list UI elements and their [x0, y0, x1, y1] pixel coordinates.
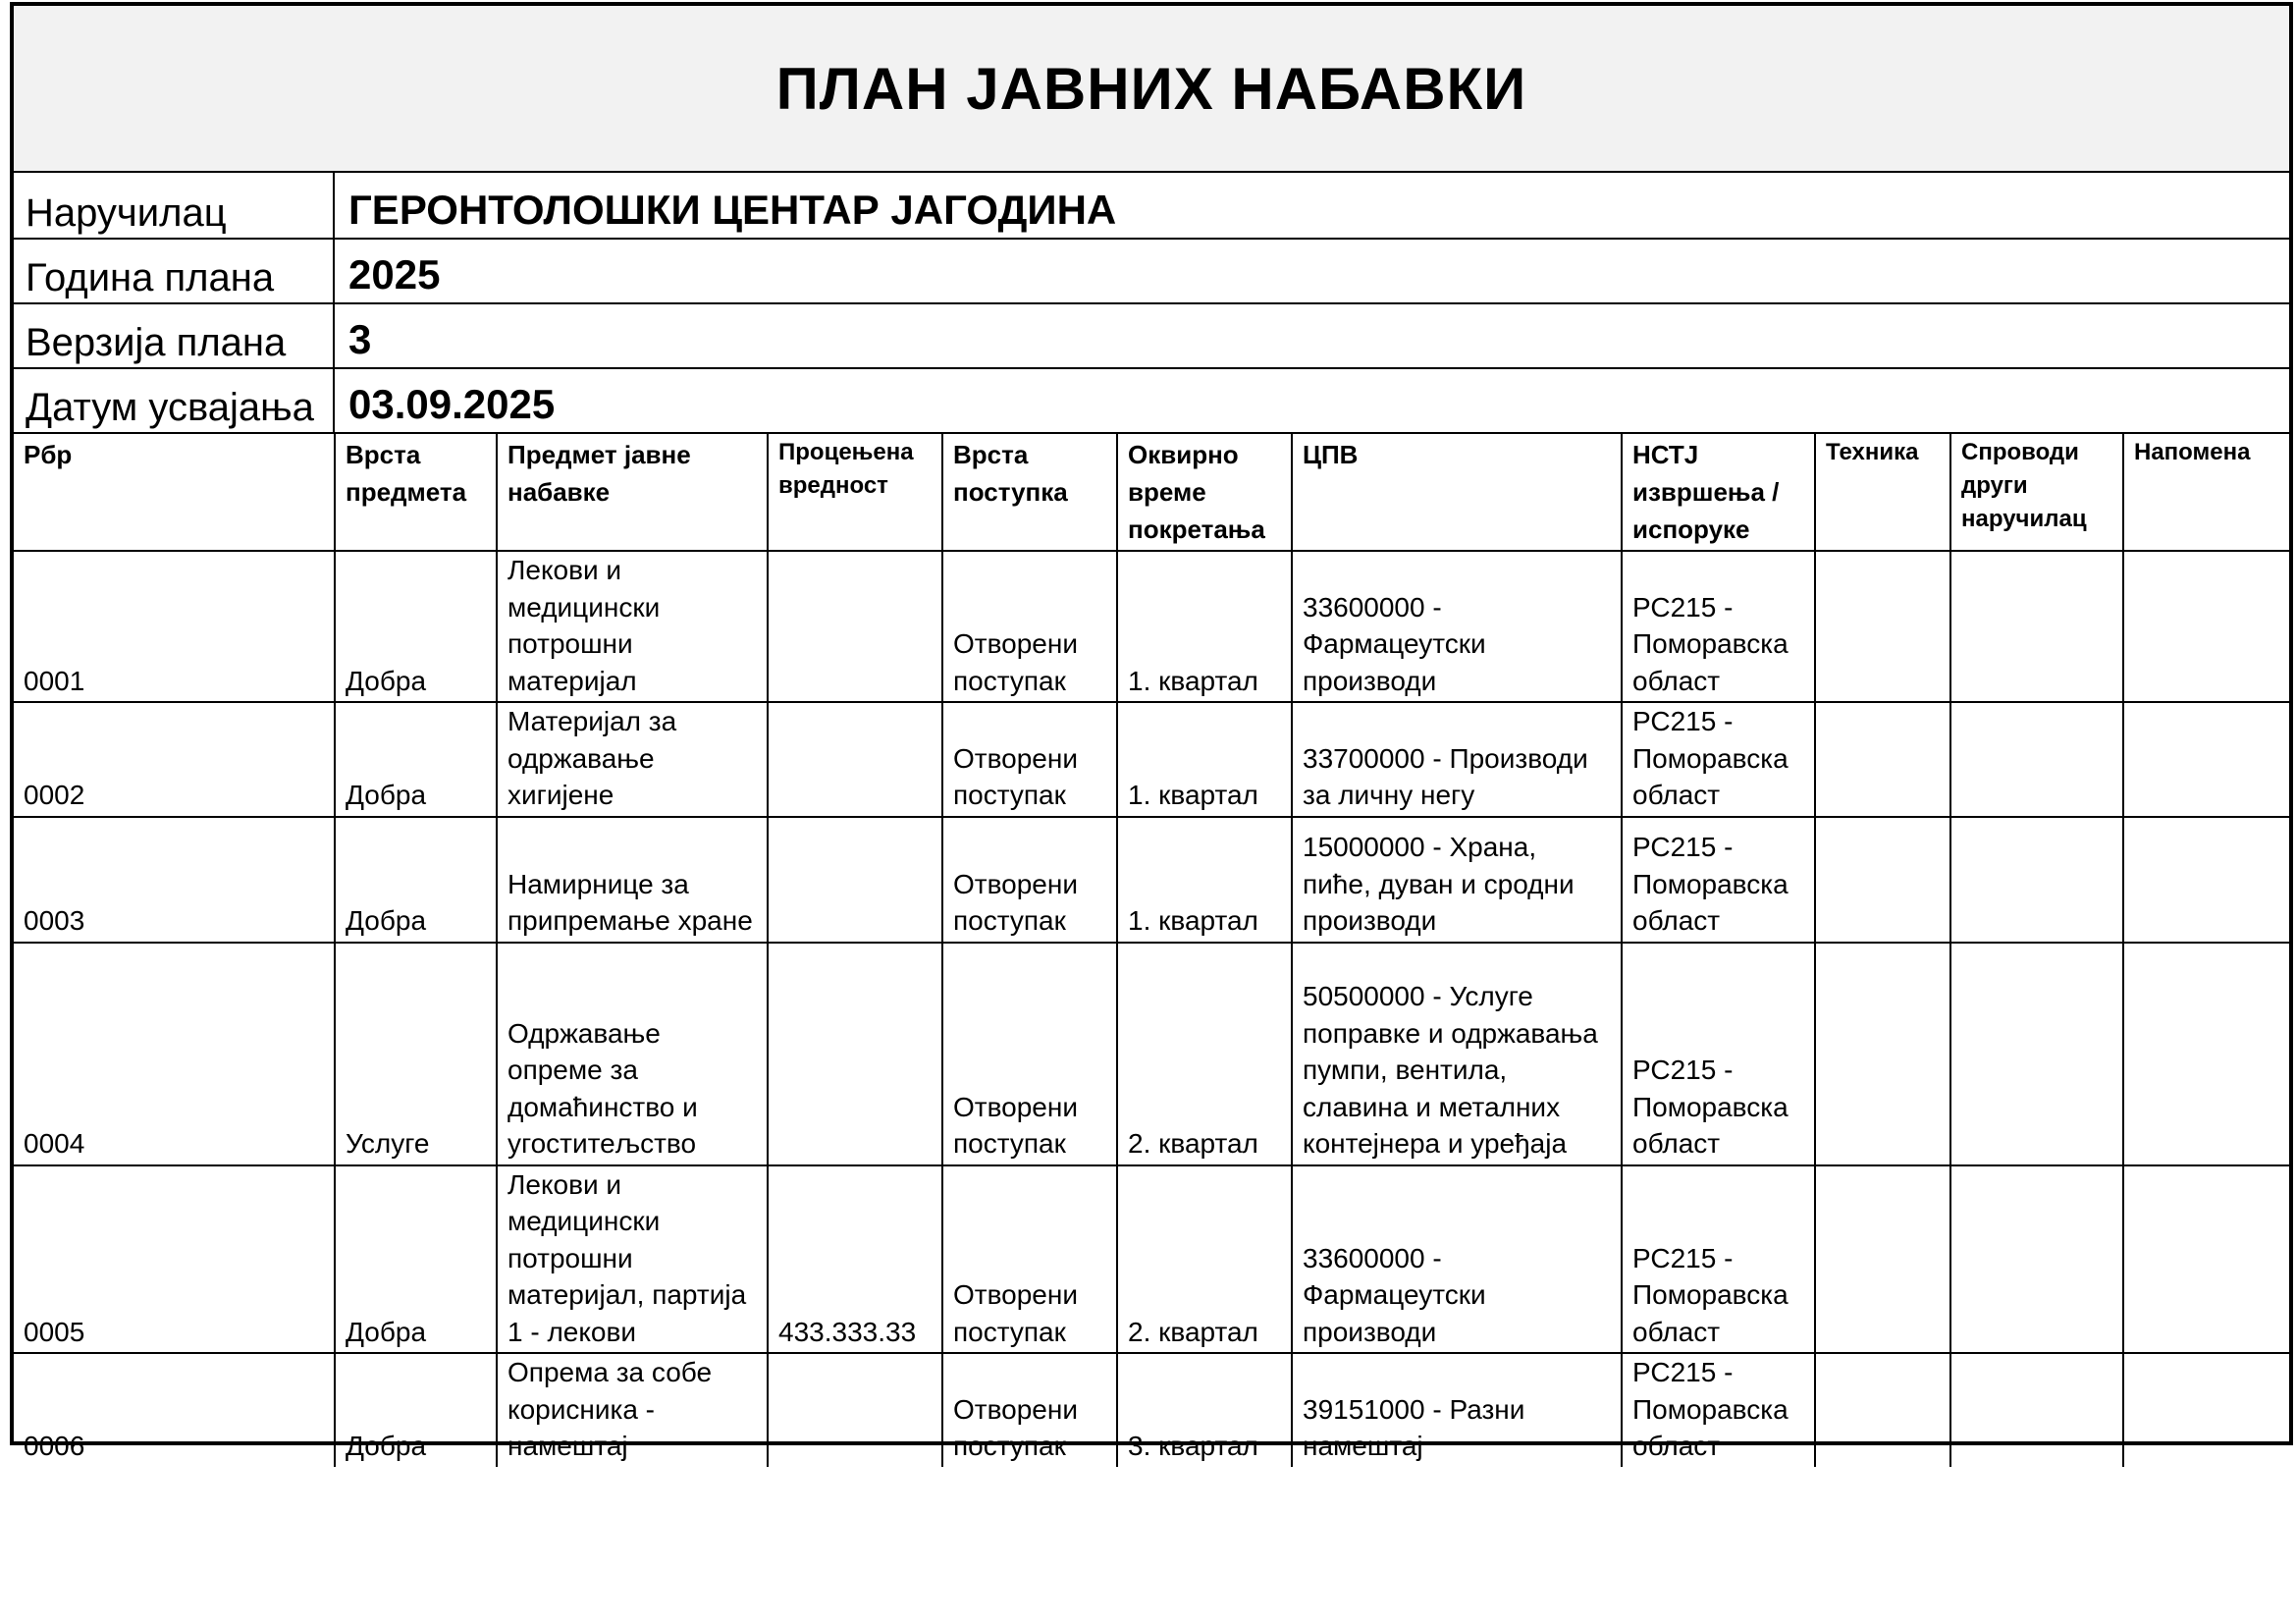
cell-type: Добра — [335, 702, 497, 817]
meta-label: Верзија плана — [14, 304, 335, 367]
cell-start-time: 1. квартал — [1117, 817, 1292, 943]
cell-cpv: 50500000 - Услуге поправке и одржавања пумпи, вентила, славина и металних контејнера и уређаја — [1292, 943, 1622, 1165]
cell-rbr: 0001 — [14, 551, 335, 702]
cell-note — [2123, 943, 2289, 1165]
cell-subject: Намирнице за припремање хране — [497, 817, 768, 943]
meta-label: Година плана — [14, 240, 335, 302]
cell-nstj: РС215 - Поморавска област — [1622, 551, 1815, 702]
cell-nstj: РС215 - Поморавска област — [1622, 702, 1815, 817]
cell-subject: Опрема за собе корисника - намештај — [497, 1353, 768, 1467]
cell-estimated-value — [768, 1353, 942, 1467]
table-row — [14, 551, 2289, 702]
meta-row-adoption-date — [14, 369, 2289, 434]
cell-start-time: 2. квартал — [1117, 1165, 1292, 1354]
cell-estimated-value — [768, 817, 942, 943]
cell-subject: Лекови и медицински потрошни материјал — [497, 551, 768, 702]
cell-start-time: 2. квартал — [1117, 943, 1292, 1165]
cell-cpv: 33600000 - Фармацеутски производи — [1292, 551, 1622, 702]
cell-note — [2123, 702, 2289, 817]
cell-procedure: Отворени поступак — [942, 1165, 1117, 1354]
col-header-rbr: Рбр — [14, 434, 335, 551]
cell-technique — [1815, 817, 1950, 943]
title-band — [14, 6, 2289, 173]
cell-procedure: Отворени поступак — [942, 551, 1117, 702]
meta-row-plan-year — [14, 240, 2289, 304]
table-header-row — [14, 434, 2289, 551]
cell-estimated-value: 433.333.33 — [768, 1165, 942, 1354]
col-header-technique: Техника — [1815, 434, 1950, 551]
cell-cpv: 33700000 - Производи за личну негу — [1292, 702, 1622, 817]
cell-procedure: Отворени поступак — [942, 1353, 1117, 1467]
procurement-table — [14, 434, 2289, 1467]
cell-estimated-value — [768, 702, 942, 817]
cell-rbr: 0002 — [14, 702, 335, 817]
cell-rbr: 0004 — [14, 943, 335, 1165]
meta-label: Датум усвајања — [14, 369, 335, 432]
cell-nstj: РС215 - Поморавска област — [1622, 1353, 1815, 1467]
cell-cpv: 33600000 - Фармацеутски производи — [1292, 1165, 1622, 1354]
col-header-note: Напомена — [2123, 434, 2289, 551]
cell-nstj: РС215 - Поморавска област — [1622, 817, 1815, 943]
cell-rbr: 0003 — [14, 817, 335, 943]
table-row — [14, 1165, 2289, 1354]
cell-other-authority — [1950, 702, 2123, 817]
meta-value: 3 — [348, 316, 372, 362]
cell-subject: Лекови и медицински потрошни материјал, партија 1 - лекови — [497, 1165, 768, 1354]
cell-type: Услуге — [335, 943, 497, 1165]
cell-technique — [1815, 702, 1950, 817]
cell-nstj: РС215 - Поморавска област — [1622, 943, 1815, 1165]
cell-note — [2123, 1165, 2289, 1354]
cell-start-time: 3. квартал — [1117, 1353, 1292, 1467]
cell-procedure: Отворени поступак — [942, 817, 1117, 943]
cell-technique — [1815, 943, 1950, 1165]
table-row — [14, 1353, 2289, 1467]
cell-rbr: 0005 — [14, 1165, 335, 1354]
cell-estimated-value — [768, 551, 942, 702]
col-header-type: Врста предмета — [335, 434, 497, 551]
cell-technique — [1815, 1353, 1950, 1467]
cell-other-authority — [1950, 1165, 2123, 1354]
cell-other-authority — [1950, 551, 2123, 702]
procurement-plan-sheet — [10, 2, 2293, 1461]
cell-start-time: 1. квартал — [1117, 702, 1292, 817]
cell-other-authority — [1950, 817, 2123, 943]
cell-note — [2123, 817, 2289, 943]
cell-other-authority — [1950, 943, 2123, 1165]
table-row — [14, 943, 2289, 1165]
meta-row-plan-version — [14, 304, 2289, 369]
cell-subject: Материјал за одржавање хигијене — [497, 702, 768, 817]
col-header-other-authority: Спроводи други наручилац — [1950, 434, 2123, 551]
cell-type: Добра — [335, 1165, 497, 1354]
meta-row-contracting-authority — [14, 173, 2289, 240]
cell-technique — [1815, 551, 1950, 702]
cell-type: Добра — [335, 1353, 497, 1467]
col-header-subject: Предмет јавне набавке — [497, 434, 768, 551]
col-header-procedure: Врста поступка — [942, 434, 1117, 551]
cell-note — [2123, 1353, 2289, 1467]
cell-cpv: 39151000 - Разни намештај — [1292, 1353, 1622, 1467]
col-header-start-time: Оквирно време покретања — [1117, 434, 1292, 551]
cell-cpv: 15000000 - Храна, пиће, дуван и сродни производи — [1292, 817, 1622, 943]
meta-value: 2025 — [348, 251, 441, 298]
document-title: ПЛАН ЈАВНИХ НАБАВКИ — [775, 55, 1527, 122]
meta-value: 03.09.2025 — [348, 381, 556, 427]
cell-start-time: 1. квартал — [1117, 551, 1292, 702]
meta-value: ГЕРОНТОЛОШКИ ЦЕНТАР ЈАГОДИНА — [348, 187, 1117, 233]
table-row — [14, 702, 2289, 817]
cell-rbr: 0006 — [14, 1353, 335, 1467]
meta-label: Наручилац — [14, 173, 335, 238]
cell-estimated-value — [768, 943, 942, 1165]
cell-type: Добра — [335, 551, 497, 702]
cell-type: Добра — [335, 817, 497, 943]
cell-procedure: Отворени поступак — [942, 943, 1117, 1165]
cell-subject: Одржавање опреме за домаћинство и угоститељство — [497, 943, 768, 1165]
col-header-estimated-value: Процењена вредност — [768, 434, 942, 551]
table-row — [14, 817, 2289, 943]
cell-note — [2123, 551, 2289, 702]
cell-nstj: РС215 - Поморавска област — [1622, 1165, 1815, 1354]
cell-technique — [1815, 1165, 1950, 1354]
col-header-nstj: НСТЈ извршења / испоруке — [1622, 434, 1815, 551]
cell-procedure: Отворени поступак — [942, 702, 1117, 817]
cell-other-authority — [1950, 1353, 2123, 1467]
col-header-cpv: ЦПВ — [1292, 434, 1622, 551]
